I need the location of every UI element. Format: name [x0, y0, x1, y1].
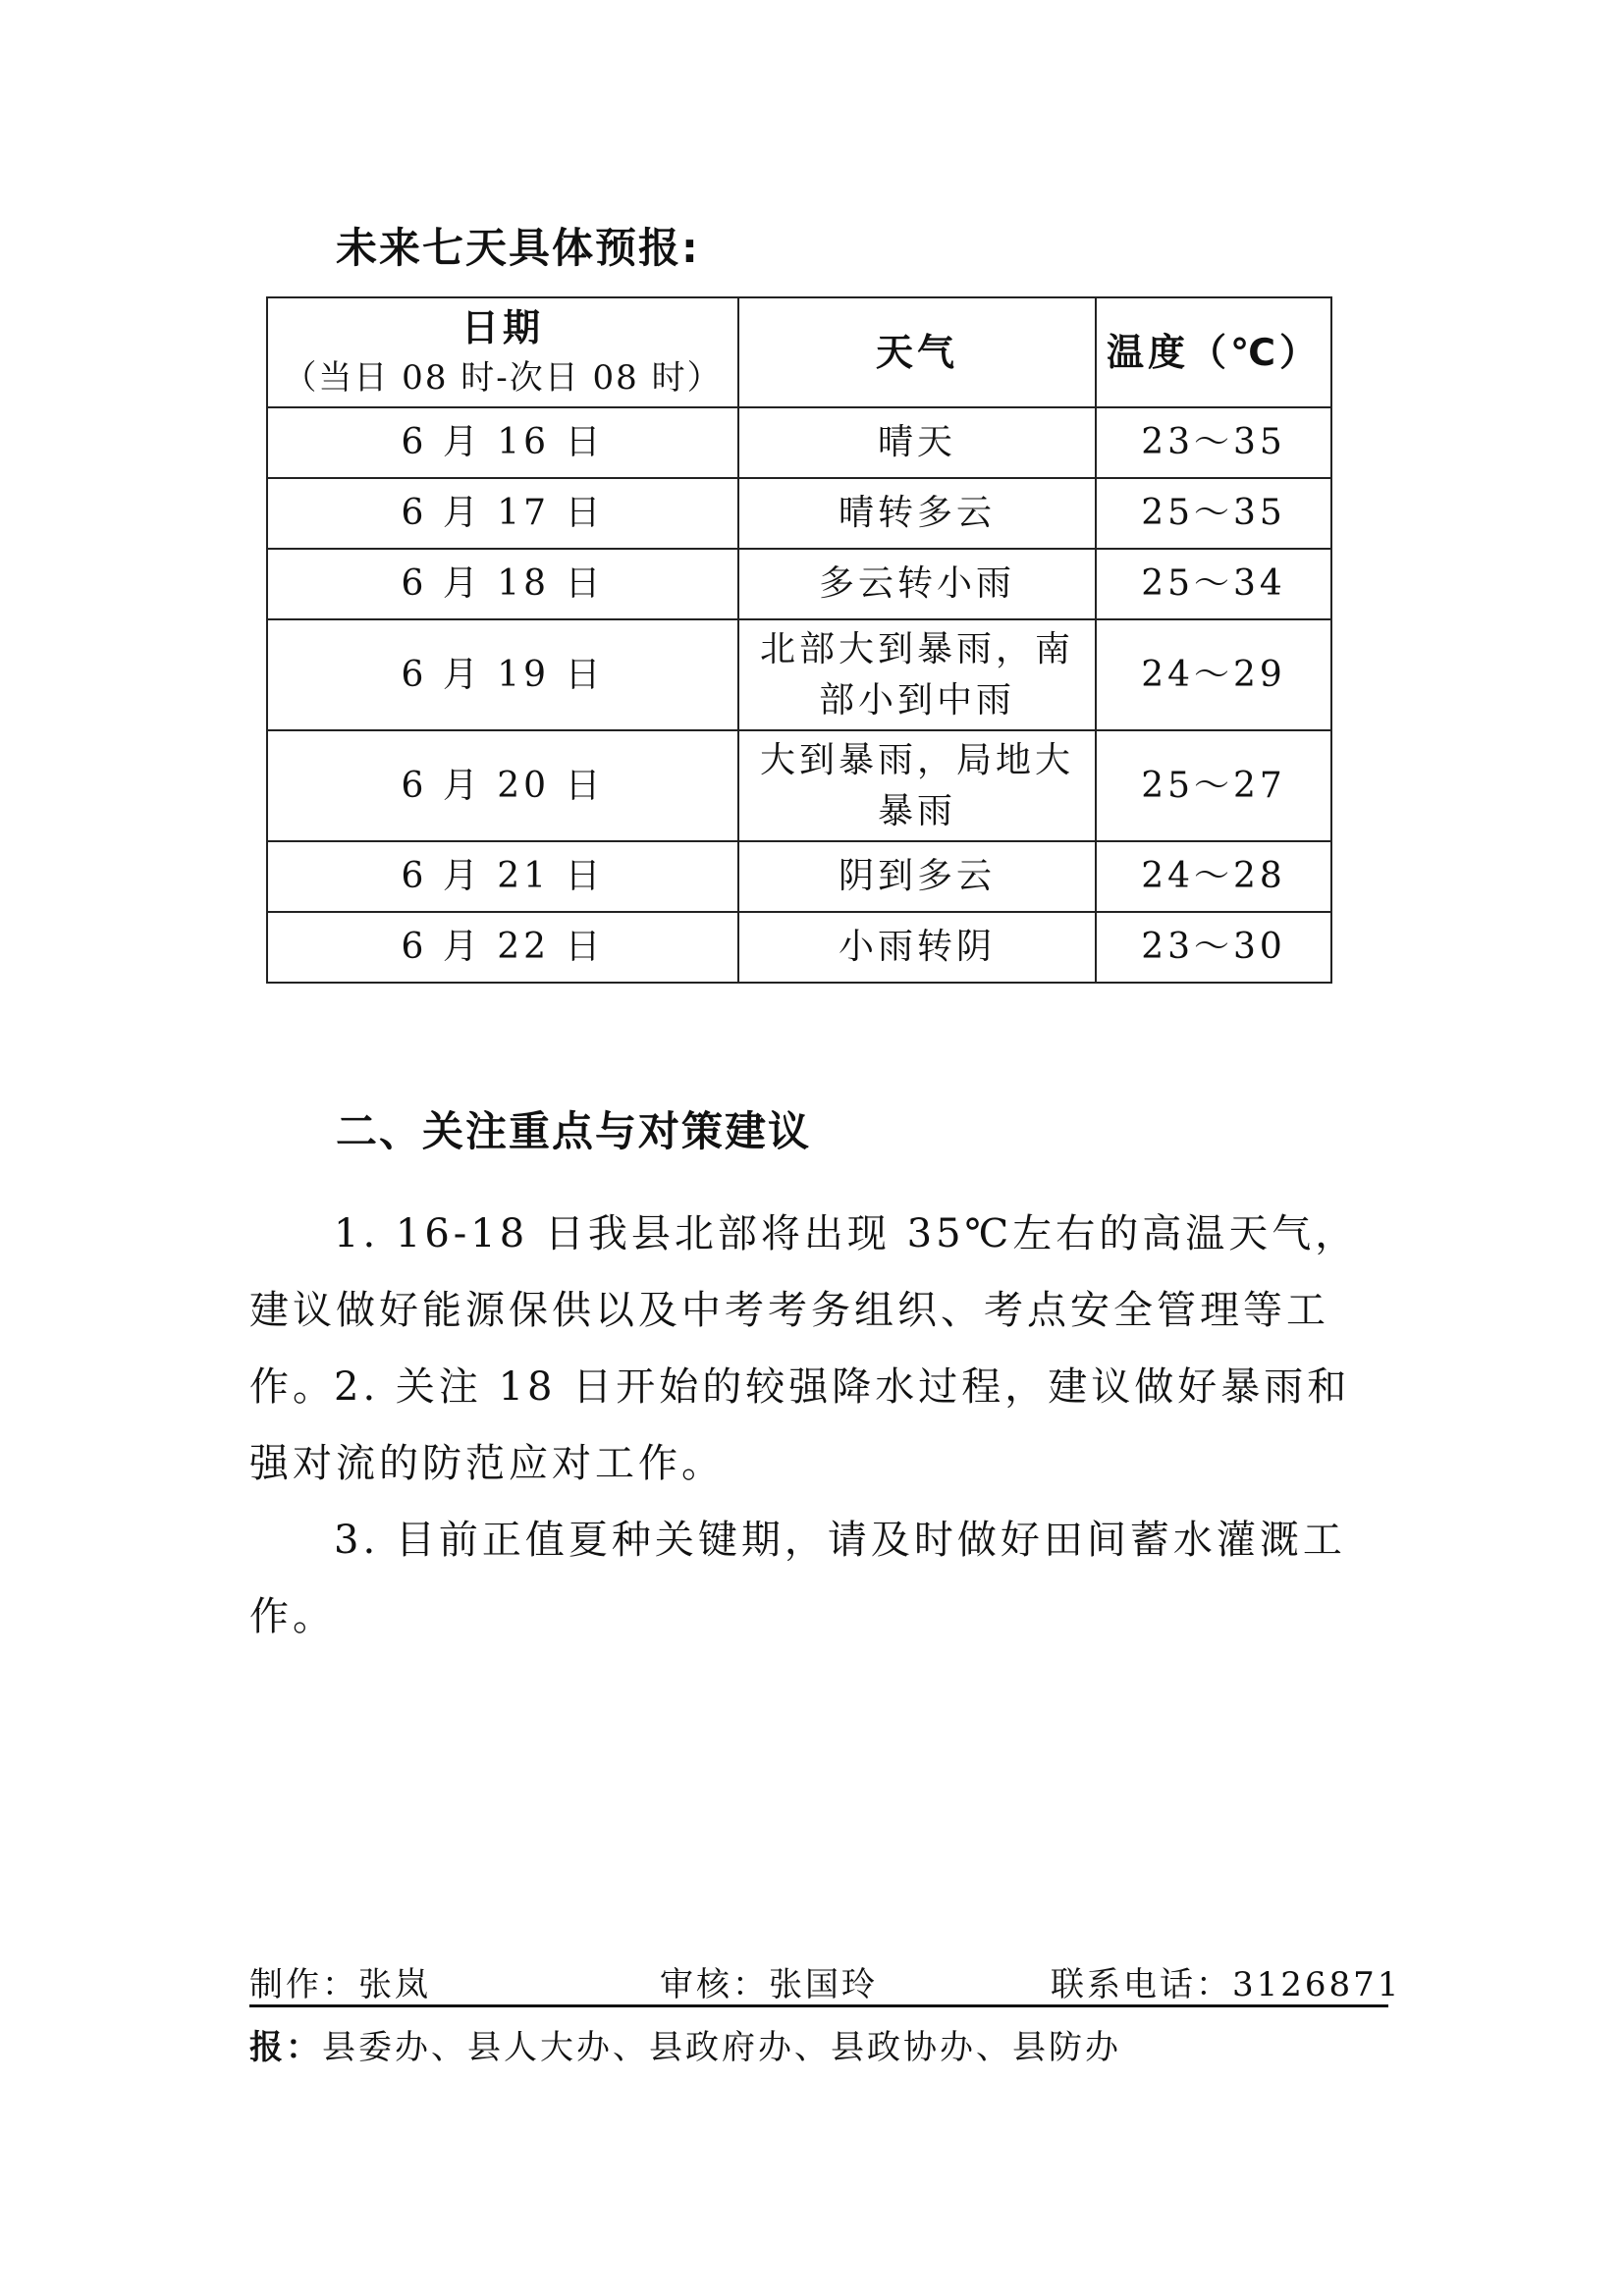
cell-temp: 24～29: [1096, 619, 1331, 730]
cell-weather: 小雨转阴: [738, 912, 1096, 983]
cell-temp: 24～28: [1096, 841, 1331, 912]
cell-temp: 23～35: [1096, 407, 1331, 478]
cell-temp: 25～34: [1096, 549, 1331, 619]
cell-date: 6 月 17 日: [267, 478, 738, 549]
header-date-label: 日期: [460, 306, 544, 349]
footer-report-to: [249, 2020, 1388, 2068]
reviewer-credit: 审核：张国玲: [660, 1965, 878, 2004]
cell-weather: 大到暴雨，局地大暴雨: [738, 730, 1096, 841]
header-weather: 天气: [738, 297, 1096, 407]
table-row: [267, 549, 1331, 619]
header-date-sub: （当日 08 时-次日 08 时）: [283, 358, 723, 398]
measure-item: 3. 目前正值夏种关键期，请及时做好田间蓄水灌溉工作。: [249, 1518, 1346, 1639]
cell-date: 6 月 20 日: [267, 730, 738, 841]
report-recipients: 县委办、县人大办、县政府办、县政协办、县防办: [322, 2028, 1121, 2067]
cell-temp: 25～35: [1096, 478, 1331, 549]
table-row: [267, 619, 1331, 730]
cell-date: 6 月 18 日: [267, 549, 738, 619]
measure-item: 1. 16-18 日我县北部将出现 35℃左右的高温天气，建议做好能源保供以及中考考务组织、考点安全管理等工作。: [249, 1211, 1359, 1410]
table-header-row: [267, 297, 1331, 407]
measure-item: 2. 关注 18 日开始的较强降水过程，建议做好暴雨和强对流的防范应对工作。: [249, 1364, 1351, 1486]
table-row: [267, 478, 1331, 549]
cell-temp: 23～30: [1096, 912, 1331, 983]
producer-credit: 制作：张岚: [249, 1965, 431, 2004]
table-row: [267, 841, 1331, 912]
cell-weather: 阴到多云: [738, 841, 1096, 912]
table-row: [267, 407, 1331, 478]
cell-weather: 北部大到暴雨，南部小到中雨: [738, 619, 1096, 730]
header-date: [267, 297, 738, 407]
footer-credits: [249, 1957, 1402, 2007]
cell-date: 6 月 21 日: [267, 841, 738, 912]
forecast-table: [266, 296, 1332, 984]
cell-weather: 多云转小雨: [738, 549, 1096, 619]
cell-weather: 晴转多云: [738, 478, 1096, 549]
table-row: [267, 912, 1331, 983]
measures-section-title: 二、关注重点与对策建议: [336, 1107, 812, 1155]
cell-date: 6 月 22 日: [267, 912, 738, 983]
cell-temp: 25～27: [1096, 730, 1331, 841]
cell-weather: 晴天: [738, 407, 1096, 478]
contact-phone: 联系电话：3126871: [1051, 1965, 1402, 2004]
header-temp: 温度（℃）: [1096, 297, 1331, 407]
table-row: [267, 730, 1331, 841]
cell-date: 6 月 16 日: [267, 407, 738, 478]
cell-date: 6 月 19 日: [267, 619, 738, 730]
report-label: 报：: [249, 2028, 322, 2067]
forecast-section-title: 未来七天具体预报:: [336, 224, 700, 272]
